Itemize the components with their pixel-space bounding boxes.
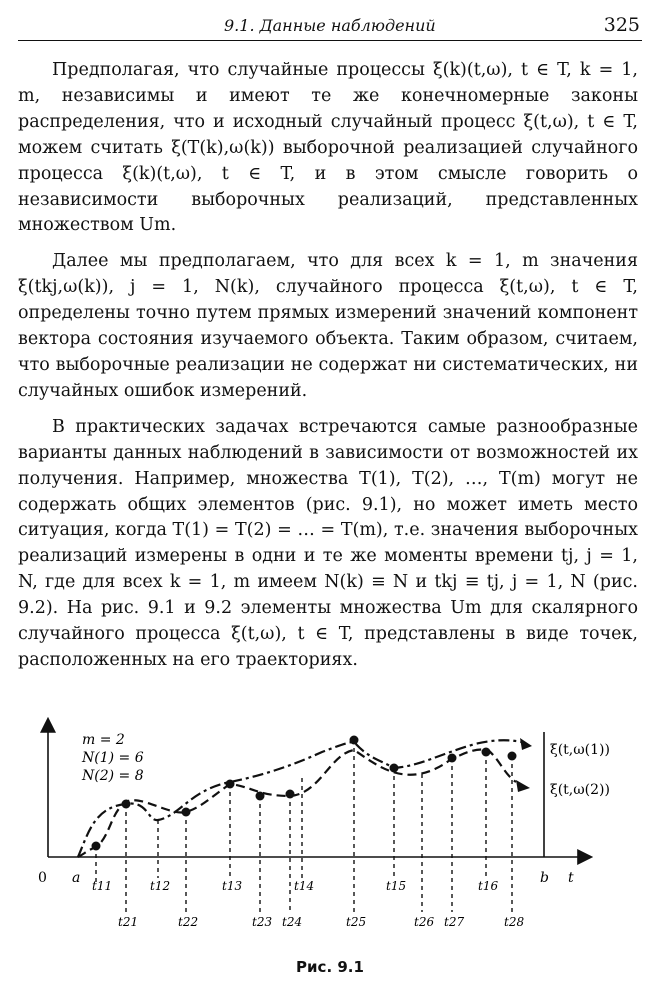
tick-label-t12: t12 <box>150 879 171 893</box>
trajectory-plot <box>30 712 630 952</box>
axis-b-label: b <box>540 870 549 886</box>
tick-label-t13: t13 <box>222 879 243 893</box>
tick-label-t11: t11 <box>92 879 113 893</box>
page-number: 325 <box>603 14 640 36</box>
curve-label-1: ξ(t,ω(1)) <box>550 742 610 758</box>
paragraph-1: Предполагая, что случайные процессы ξ(k)(t,ω), t ∈ T, k = 1, m, независимы и имеют те же конечномерные законы распределения, что и исходный случайный процесс ξ(t,ω), t ∈ T, можем считать ξ(T(k),ω(k)) выборочной реализацией случайного процесса ξ(k)(t,ω), t ∈ T, и в этом смысле говорить о независимости выборочных реализаций, представленных множеством Um. <box>18 60 638 236</box>
axis-t-label: t <box>568 870 574 886</box>
body-text <box>18 58 638 684</box>
observation-points <box>92 736 517 851</box>
trajectory-2-arrowhead <box>516 780 530 792</box>
paragraph-2: Далее мы предполагаем, что для всех k = 1, m значения ξ(tkj,ω(k)), j = 1, N(k), случайного процесса ξ(t,ω), t ∈ T, определены точно путем прямых измерений значений компонент вектора состояния изучаемого объекта. Таким образом, считаем, что выборочные реализации не содержат ни систематических, ни случайных ошибок измерений. <box>18 251 638 401</box>
axis-a-label: a <box>72 870 81 886</box>
tick-label-t28: t28 <box>504 915 525 929</box>
page-header <box>18 14 642 41</box>
tick-label-t15: t15 <box>386 879 407 893</box>
figure-caption: Рис. 9.1 <box>296 958 364 976</box>
running-title: 9.1. Данные наблюдений <box>224 16 436 35</box>
tick-label-t14: t14 <box>294 879 315 893</box>
legend-n1: N(1) = 6 <box>82 750 144 766</box>
tick-label-t23: t23 <box>252 915 273 929</box>
figure-9-1 <box>30 712 630 952</box>
tick-label-t24: t24 <box>282 915 303 929</box>
tick-label-t22: t22 <box>178 915 199 929</box>
paragraph-3: В практических задачах встречаются самые разнообразные варианты данных наблюдений в зависимости от возможностей их получения. Например, множества T(1), T(2), …, T(m) могут не содержать общих элементов (рис. 9.1), но может иметь место ситуация, когда T(1) = T(2) = … = T(m), т.е. значения выборочных реализаций измерены в одни и те же моменты времени tj, j = 1, N, где для всех k = 1, m имеем N(k) ≡ N и tkj ≡ tj, j = 1, N (рис. 9.2). На рис. 9.1 и 9.2 элементы множества Um для скалярного случайного процесса ξ(t,ω), t ∈ T, представлены в виде точек, расположенных на его траекториях. <box>18 416 638 670</box>
axis-origin-label: 0 <box>38 870 47 886</box>
legend-n2: N(2) = 8 <box>82 768 144 784</box>
tick-label-t25: t25 <box>346 915 367 929</box>
tick-label-t21: t21 <box>118 915 139 929</box>
trajectory-2 <box>78 749 516 857</box>
trajectory-1-arrowhead <box>520 738 532 750</box>
legend-m: m = 2 <box>82 732 125 748</box>
curve-label-2: ξ(t,ω(2)) <box>550 782 610 798</box>
tick-label-t26: t26 <box>414 915 435 929</box>
tick-label-t27: t27 <box>444 915 465 929</box>
tick-label-t16: t16 <box>478 879 499 893</box>
